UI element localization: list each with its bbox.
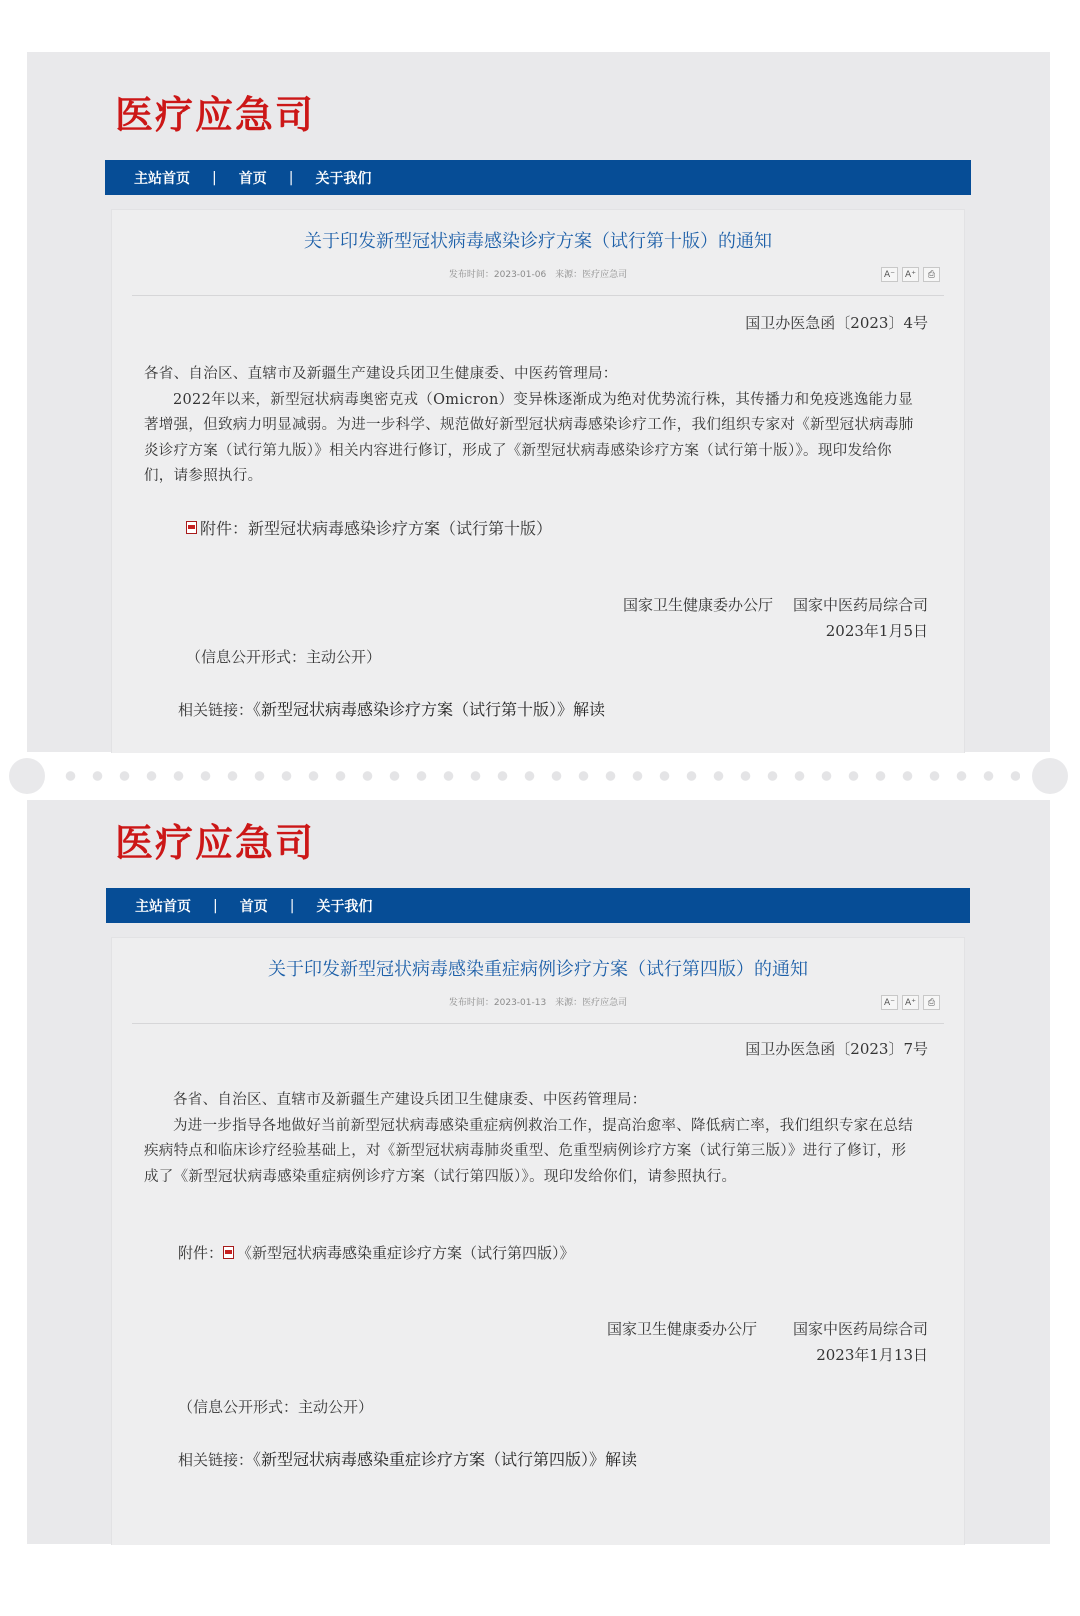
- font-decrease-icon[interactable]: A⁻: [881, 267, 898, 282]
- article-tools: [881, 267, 940, 282]
- article: [111, 937, 965, 1545]
- nav-main-site-home[interactable]: 主站首页: [134, 170, 190, 187]
- related-label: 相关链接：: [178, 1451, 254, 1469]
- attachment-text: 附件：新型冠状病毒感染诊疗方案（试行第十版）: [200, 519, 553, 538]
- nav-about-us[interactable]: 关于我们: [315, 170, 372, 187]
- sign-date: 2023年1月13日: [816, 1346, 928, 1364]
- pdf-icon: [223, 1246, 234, 1259]
- source: 医疗应急司: [582, 998, 628, 1008]
- related-link[interactable]: 《新型冠状病毒感染诊疗方案（试行第十版）》解读: [253, 700, 606, 719]
- article-meta: [112, 267, 964, 280]
- article: [111, 209, 965, 753]
- separator-dots: [57, 770, 1020, 782]
- related-link[interactable]: 《新型冠状病毒感染重症诊疗方案（试行第四版）》解读: [253, 1450, 638, 1469]
- salutation: 各省、自治区、直辖市及新疆生产建设兵团卫生健康委、中医药管理局：: [173, 1092, 647, 1108]
- screenshot-panel-1: [27, 52, 1050, 752]
- body-paragraph: 2022年以来，新型冠状病毒奥密克戎（Omicron）变异株逐渐成为绝对优势流行株，其传播力和免疫逃逸能力显著增强，但致病力明显减弱。为进一步科学、规范做好新型冠状病毒感染诊疗工作，我们组织专家对《新型冠状病毒肺炎诊疗方案（试行第九版）》相关内容进行修订，形成了《新型冠状病毒感染诊疗方案（试行第十版）》。现印发给你们，请参照执行。: [144, 391, 914, 484]
- screenshot-separator: [27, 752, 1050, 800]
- nav-separator: |: [212, 169, 217, 186]
- attachment-label: 附件：: [178, 1244, 224, 1262]
- document-number: 国卫办医急函〔2023〕4号: [745, 314, 928, 332]
- font-decrease-icon[interactable]: A⁻: [881, 995, 898, 1010]
- article-tools: [881, 995, 940, 1010]
- article-body: [144, 362, 914, 490]
- document-number: 国卫办医急函〔2023〕7号: [745, 1040, 928, 1058]
- publish-date: 2023-01-13: [493, 998, 547, 1008]
- print-icon[interactable]: ⎙: [923, 267, 940, 282]
- sign-org-1: 国家卫生健康委办公厅: [606, 1320, 757, 1338]
- attachment-link[interactable]: [186, 516, 552, 539]
- nav-bar: [106, 888, 970, 923]
- screenshot-panel-2: [27, 800, 1050, 1544]
- pdf-icon: [186, 521, 197, 534]
- print-icon[interactable]: ⎙: [923, 995, 940, 1010]
- site-title: 医疗应急司: [115, 93, 316, 137]
- site-title: 医疗应急司: [115, 821, 316, 865]
- signature-block: [607, 1316, 928, 1368]
- salutation: 各省、自治区、直辖市及新疆生产建设兵团卫生健康委、中医药管理局：: [144, 366, 618, 382]
- nav-about-us[interactable]: 关于我们: [316, 898, 373, 915]
- divider-line: [132, 295, 944, 296]
- attachment-link[interactable]: 《新型冠状病毒感染重症诊疗方案（试行第四版）》: [237, 1244, 575, 1262]
- related-links: [178, 1447, 637, 1470]
- nav-separator: |: [289, 897, 295, 914]
- attachment-row: [178, 1242, 575, 1263]
- article-body: [144, 1088, 914, 1190]
- nav-home[interactable]: 首页: [239, 898, 268, 915]
- info-disclosure-form: （信息公开形式：主动公开）: [178, 1398, 374, 1416]
- related-links: [178, 697, 605, 720]
- separator-notch-right: [1032, 758, 1068, 794]
- source: 医疗应急司: [582, 270, 628, 280]
- nav-separator: |: [288, 169, 294, 186]
- article-title: 关于印发新型冠状病毒感染诊疗方案（试行第十版）的通知: [304, 231, 772, 252]
- sign-date: 2023年1月5日: [825, 622, 928, 640]
- article-meta: [112, 995, 964, 1008]
- font-increase-icon[interactable]: A⁺: [902, 995, 919, 1010]
- sign-org-1: 国家卫生健康委办公厅: [622, 596, 773, 614]
- publish-date-label: 发布时间：: [448, 998, 494, 1008]
- divider-line: [132, 1023, 944, 1024]
- separator-notch-left: [9, 758, 45, 794]
- sign-org-2: 国家中医药局综合司: [792, 1320, 928, 1338]
- body-paragraph: 为进一步指导各地做好当前新型冠状病毒感染重症病例救治工作，提高治愈率、降低病亡率，我们组织专家在总结疾病特点和临床诊疗经验基础上，对《新型冠状病毒肺炎重型、危重型病例诊疗方案（试行第三版）》进行了修订，形成了《新型冠状病毒感染重症病例诊疗方案（试行第四版）》。现印发给你们，请参照执行。: [144, 1117, 913, 1185]
- nav-home[interactable]: 首页: [238, 170, 267, 187]
- nav-bar: [105, 160, 971, 195]
- signature-block: [623, 592, 928, 644]
- related-label: 相关链接：: [178, 701, 254, 719]
- source-label: 来源：: [555, 998, 583, 1008]
- nav-separator: |: [213, 897, 218, 914]
- publish-date-label: 发布时间：: [448, 270, 494, 280]
- info-disclosure-form: （信息公开形式：主动公开）: [186, 648, 382, 666]
- article-title: 关于印发新型冠状病毒感染重症病例诊疗方案（试行第四版）的通知: [268, 959, 808, 980]
- source-label: 来源：: [555, 270, 583, 280]
- publish-date: 2023-01-06: [493, 270, 547, 280]
- nav-main-site-home[interactable]: 主站首页: [135, 898, 191, 915]
- sign-org-2: 国家中医药局综合司: [792, 596, 928, 614]
- font-increase-icon[interactable]: A⁺: [902, 267, 919, 282]
